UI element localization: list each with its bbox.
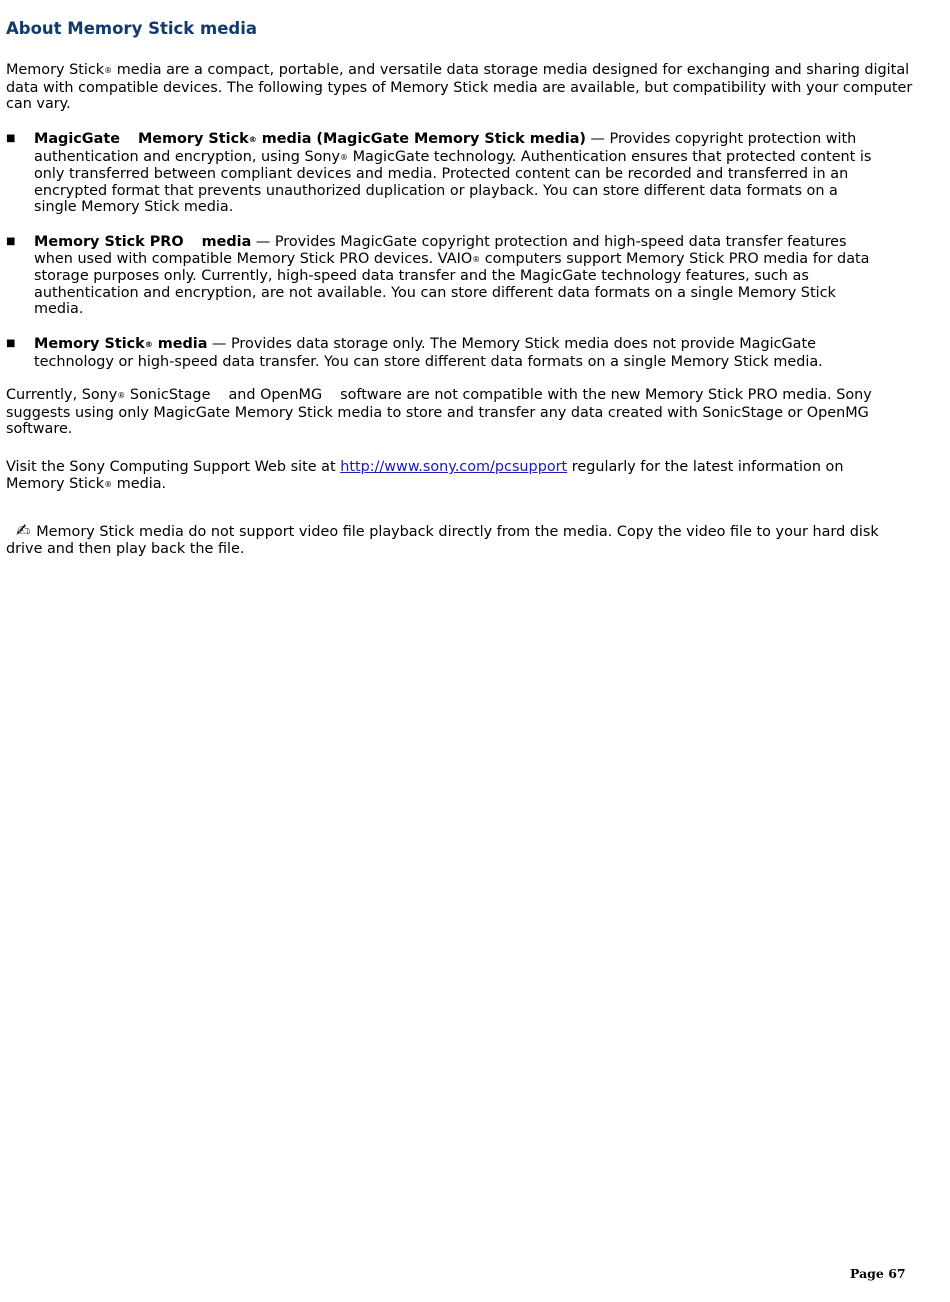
compatibility-paragraph bbox=[6, 387, 906, 438]
item-description: computers support Memory Stick PRO media for data storage purposes only. Currently, high-speed data transfer and the MagicGate technology features, such as authentication and encryption, are not available. You can store different data formats on a single Memory Stick media. bbox=[34, 250, 870, 318]
compat-text: Currently, Sony bbox=[6, 387, 118, 403]
compat-text: software are not compatible with the new Memory Stick PRO media. Sony suggests using only MagicGate Memory Stick media to store and transfer any data created with SonicStage or OpenMG software. bbox=[6, 387, 872, 438]
item-heading bbox=[34, 336, 207, 352]
registered-mark: ® bbox=[117, 391, 126, 400]
support-text: regularly for the latest information on Memory Stick bbox=[6, 459, 844, 492]
registered-mark: ® bbox=[104, 479, 113, 489]
note-pencil-icon: ✍ bbox=[16, 521, 31, 541]
support-link[interactable]: http://www.sony.com/pcsupport bbox=[340, 459, 568, 475]
item-description: MagicGate technology. Authentication ensures that protected content is only transferred between compliant devices and media. Protected content can be recorded and transferred in an encrypted format that prevents unauthorized duplication or playback. You can store different data formats on a single Memory Stick media. bbox=[34, 148, 872, 216]
intro-paragraph bbox=[6, 62, 918, 113]
page-title: About Memory Stick media bbox=[6, 19, 257, 38]
item-description: — Provides copyright protection with authentication and encryption, using Sony bbox=[34, 131, 857, 165]
square-bullet-icon: ■ bbox=[6, 235, 16, 247]
support-paragraph bbox=[6, 459, 886, 493]
registered-mark: ® bbox=[248, 135, 257, 144]
item-heading-part: Memory Stick bbox=[137, 131, 249, 147]
square-bullet-icon: ■ bbox=[6, 337, 16, 349]
support-text: Visit the Sony Computing Support Web site at bbox=[6, 459, 341, 475]
intro-text-start: Memory Stick bbox=[6, 62, 105, 78]
item-description: — Provides data storage only. The Memory Stick media does not provide MagicGate technology or high-speed data transfer. You can store different data formats on a single Memory Stick media. bbox=[34, 335, 823, 370]
item-heading bbox=[34, 234, 251, 250]
note-text: Memory Stick media do not support video file playback directly from the media. Copy the video file to your hard disk drive and then play back the file. bbox=[6, 524, 879, 557]
media-types-list bbox=[6, 131, 918, 370]
item-heading-part: MagicGate bbox=[34, 131, 120, 147]
support-text: media. bbox=[112, 475, 167, 492]
list-item-memory-stick bbox=[6, 336, 884, 370]
registered-mark: ® bbox=[104, 66, 113, 75]
registered-mark: ® bbox=[340, 152, 349, 162]
compat-text: SonicStage bbox=[125, 387, 211, 403]
page-number: Page 67 bbox=[850, 1266, 906, 1281]
item-heading-part: Memory Stick PRO bbox=[34, 233, 184, 250]
item-heading-part: media bbox=[152, 335, 208, 352]
registered-mark: ® bbox=[472, 254, 481, 264]
item-heading-part: Memory Stick bbox=[34, 335, 145, 352]
item-heading bbox=[34, 131, 586, 147]
intro-text-rest: media are a compact, portable, and versatile data storage media designed for exchanging and sharing digital data with compatible devices. The following types of Memory Stick media are available, but compatibility with your computer can vary. bbox=[6, 62, 913, 113]
compat-text: and OpenMG bbox=[228, 387, 323, 403]
note-paragraph bbox=[6, 523, 906, 557]
item-heading-part: media bbox=[201, 233, 252, 250]
item-description: — Provides MagicGate copyright protection and high-speed data transfer features when used with compatible Memory Stick PRO devices. VAIO bbox=[34, 233, 847, 267]
list-item-magicgate bbox=[6, 131, 884, 216]
registered-mark: ® bbox=[144, 339, 153, 349]
item-heading-part: media (MagicGate Memory Stick media) bbox=[256, 131, 586, 147]
list-item-memory-stick-pro bbox=[6, 234, 884, 318]
square-bullet-icon: ■ bbox=[6, 133, 16, 144]
